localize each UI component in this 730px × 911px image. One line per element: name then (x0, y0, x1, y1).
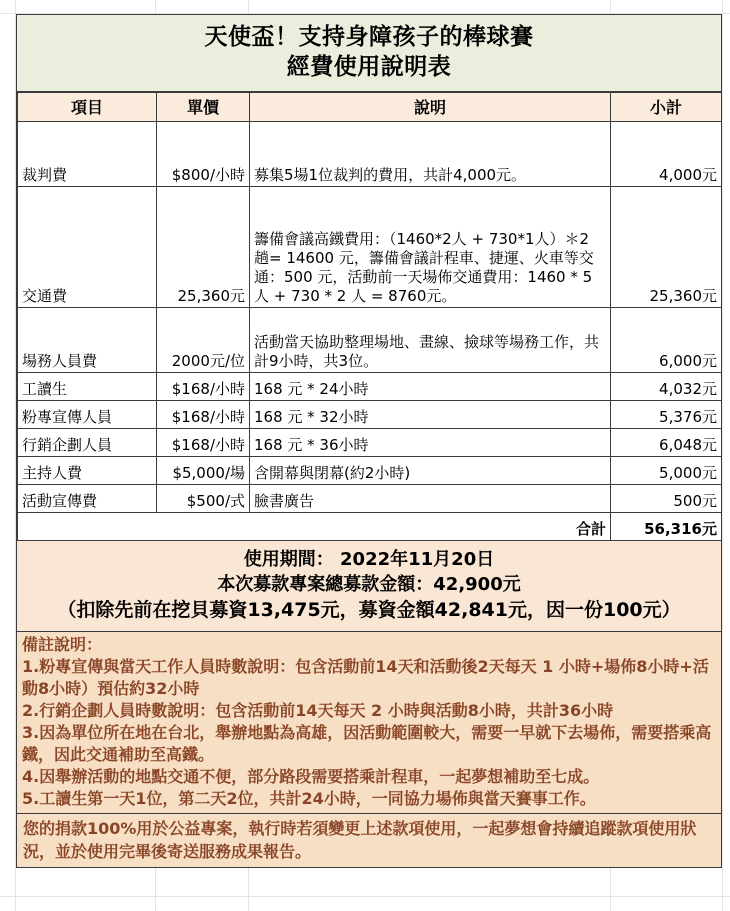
table-row (18, 401, 722, 429)
table-row (18, 187, 722, 308)
row-item: 交通費 (18, 187, 157, 308)
column-header-desc: 說明 (250, 93, 611, 122)
note-item-5: 5.工讀生第一天1位，第二天2位，共計24小時，一同協力場佈與當天賽事工作。 (22, 789, 596, 808)
total-raised: 本次募款專案總募款金額：42,900元 (217, 574, 521, 595)
funding-report-document (16, 14, 722, 868)
row-desc: 含開幕與閉幕(約2小時) (250, 457, 611, 485)
note-item-1: 1.粉專宣傳與當天工作人員時數說明：包含活動前14天和活動後2天每天 1 小時+場佈8小時+活動8小時）預估約32小時 (22, 657, 709, 698)
table-row (18, 429, 722, 457)
row-subtotal: 6,000元 (611, 308, 722, 373)
column-header-price: 單價 (157, 93, 250, 122)
summary-block (17, 541, 721, 632)
row-item: 場務人員費 (18, 308, 157, 373)
column-header-item: 項目 (18, 93, 157, 122)
row-price: $168/小時 (157, 429, 250, 457)
row-price: $5,000/場 (157, 457, 250, 485)
row-desc: 168 元 * 36小時 (250, 429, 611, 457)
document-title (17, 15, 721, 92)
row-desc: 籌備會議高鐵費用：（1460*2人 + 730*1人）＊2 趟= 14600 元，籌備會議計程車、捷運、火車等交通：500 元，活動前一天場佈交通費用：1460 * 5人 + 730 * 2 人 = 8760元。 (250, 187, 611, 308)
notes-block (17, 632, 721, 814)
deduction-note: （扣除先前在挖貝募資13,475元，募資金額42,841元，因一份100元） (57, 599, 681, 621)
table-row (18, 485, 722, 513)
row-subtotal: 5,000元 (611, 457, 722, 485)
row-desc: 168 元 * 24小時 (250, 373, 611, 401)
note-item-2: 2.行銷企劃人員時數說明：包含活動前14天每天 2 小時與活動8小時，共計36小時 (22, 701, 614, 720)
row-item: 裁判費 (18, 122, 157, 187)
table-header-row (18, 93, 722, 122)
title-line-1: 天使盃！支持身障孩子的棒球賽 (204, 24, 534, 50)
row-price: 25,360元 (157, 187, 250, 308)
table-row (18, 308, 722, 373)
row-item: 行銷企劃人員 (18, 429, 157, 457)
row-subtotal: 4,000元 (611, 122, 722, 187)
table-row (18, 373, 722, 401)
row-desc: 募集5場1位裁判的費用，共計4,000元。 (250, 122, 611, 187)
note-item-3: 3.因為單位所在地在台北，舉辦地點為高雄，因活動範圍較大，需要一早就下去場佈，需要搭乘高鐵，因此交通補助至高鐵。 (22, 723, 712, 764)
row-subtotal: 6,048元 (611, 429, 722, 457)
row-price: $500/式 (157, 485, 250, 513)
row-subtotal: 4,032元 (611, 373, 722, 401)
expense-table (17, 92, 722, 541)
row-subtotal: 500元 (611, 485, 722, 513)
row-item: 粉專宣傳人員 (18, 401, 157, 429)
row-item: 工讀生 (18, 373, 157, 401)
note-item-4: 4.因舉辦活動的地點交通不便，部分路段需要搭乘計程車，一起夢想補助至七成。 (22, 767, 600, 786)
donation-statement-text: 您的捐款100%用於公益專案，執行時若須變更上述款項使用，一起夢想會持續追蹤款項使用狀況，並於使用完畢後寄送服務成果報告。 (23, 819, 697, 861)
column-header-subtotal: 小計 (611, 93, 722, 122)
table-row (18, 457, 722, 485)
donation-statement (17, 814, 721, 867)
row-price: $800/小時 (157, 122, 250, 187)
row-price: $168/小時 (157, 401, 250, 429)
row-desc: 活動當天協助整理場地、畫線、撿球等場務工作，共計9小時，共3位。 (250, 308, 611, 373)
row-subtotal: 5,376元 (611, 401, 722, 429)
row-item: 活動宣傳費 (18, 485, 157, 513)
row-price: $168/小時 (157, 373, 250, 401)
total-value: 56,316元 (611, 513, 722, 541)
row-item: 主持人費 (18, 457, 157, 485)
table-total-row (18, 513, 722, 541)
usage-period: 使用期間： 2022年11月20日 (243, 549, 495, 570)
row-subtotal: 25,360元 (611, 187, 722, 308)
title-line-2: 經費使用說明表 (286, 54, 452, 80)
grid-vline (722, 0, 723, 911)
grid-hline (0, 896, 730, 897)
notes-heading: 備註說明： (22, 635, 103, 654)
row-price: 2000元/位 (157, 308, 250, 373)
total-label: 合計 (18, 513, 611, 541)
table-row (18, 122, 722, 187)
row-desc: 臉書廣告 (250, 485, 611, 513)
row-desc: 168 元 * 32小時 (250, 401, 611, 429)
